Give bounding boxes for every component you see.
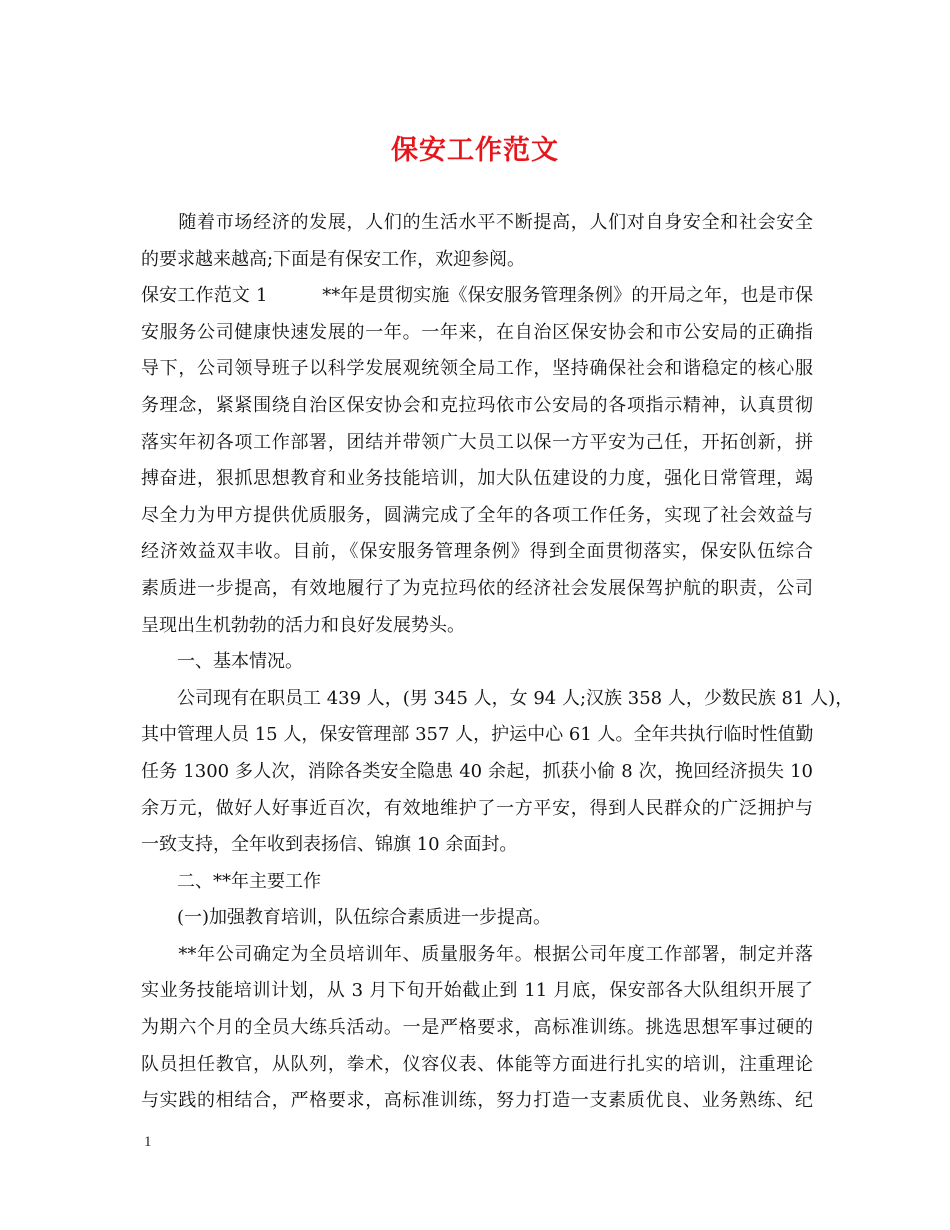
body-text-line: 实业务技能培训计划，从 3 月下旬开始截止到 11 月底，保安部各大队组织开展了 <box>141 980 813 1002</box>
body-text-line: 公司现有在职员工 439 人，(男 345 人，女 94 人;汉族 358 人，少数民族 81 人)， <box>141 687 854 709</box>
body-text-line: 导下，公司领导班子以科学发展观统领全局工作，坚持确保社会和谐稳定的核心服 <box>141 358 813 380</box>
body-text-line: 任务 1300 多人次，消除各类安全隐患 40 余起，抓获小偷 8 次，挽回经济损失 10 <box>141 760 813 782</box>
body-text-line: 安服务公司健康快速发展的一年。一年来，在自治区保安协会和市公安局的正确指 <box>141 321 813 343</box>
body-text-line: 为期六个月的全员大练兵活动。一是严格要求，高标准训练。挑选思想军事过硬的 <box>141 1017 813 1039</box>
body-text-line: 与实践的相结合，严格要求，高标准训练，努力打造一支素质优良、业务熟练、纪 <box>141 1090 813 1112</box>
body-text-line: 呈现出生机勃勃的活力和良好发展势头。 <box>141 614 465 636</box>
document-title: 保安工作范文 <box>391 135 559 166</box>
body-text-line: (一)加强教育培训，队伍综合素质进一步提高。 <box>141 907 552 929</box>
body-text-line: 余万元，做好人好事近百次，有效地维护了一方平安，得到人民群众的广泛拥护与 <box>141 797 813 819</box>
page-number: 1 <box>144 1134 152 1150</box>
body-text-line: 其中管理人员 15 人，保安管理部 357 人，护运中心 61 人。全年共执行临时性值勤 <box>141 724 814 746</box>
body-text-line: 务理念，紧紧围绕自治区保安协会和克拉玛依市公安局的各项指示精神，认真贯彻 <box>141 394 813 416</box>
body-text-line: 一致支持，全年收到表扬信、锦旗 10 余面封。 <box>141 834 518 856</box>
body-text-line: 尽全力为甲方提供优质服务，圆满完成了全年的各项工作任务，实现了社会效益与 <box>141 504 813 526</box>
body-text-line: 二、**年主要工作 <box>141 870 321 892</box>
body-text-line: 的要求越来越高;下面是有保安工作，欢迎参阅。 <box>141 248 526 270</box>
body-text-line: 一、基本情况。 <box>141 651 303 673</box>
body-text-line: 素质进一步提高，有效地履行了为克拉玛依的经济社会发展保驾护航的职责，公司 <box>141 577 813 599</box>
body-text-line: 保安工作范文 1 **年是贯彻实施《保安服务管理条例》的开局之年，也是市保 <box>141 285 813 307</box>
body-text-line: 落实年初各项工作部署，团结并带领广大员工以保一方平安为己任，开拓创新，拼 <box>141 431 813 453</box>
body-text-line: 经济效益双丰收。目前，《保安服务管理条例》得到全面贯彻落实，保安队伍综合 <box>141 541 813 563</box>
document-body <box>141 205 854 1120</box>
body-text-line: 队员担任教官，从队列，拳术，仪容仪表、体能等方面进行扎实的培训，注重理论 <box>141 1053 813 1075</box>
body-text-line: 搏奋进，狠抓思想教育和业务技能培训，加大队伍建设的力度，强化日常管理，竭 <box>141 468 813 490</box>
body-text-line: **年公司确定为全员培训年、质量服务年。根据公司年度工作部署，制定并落 <box>141 943 813 965</box>
body-text-line: 随着市场经济的发展，人们的生活水平不断提高，人们对自身安全和社会安全 <box>141 212 813 233</box>
